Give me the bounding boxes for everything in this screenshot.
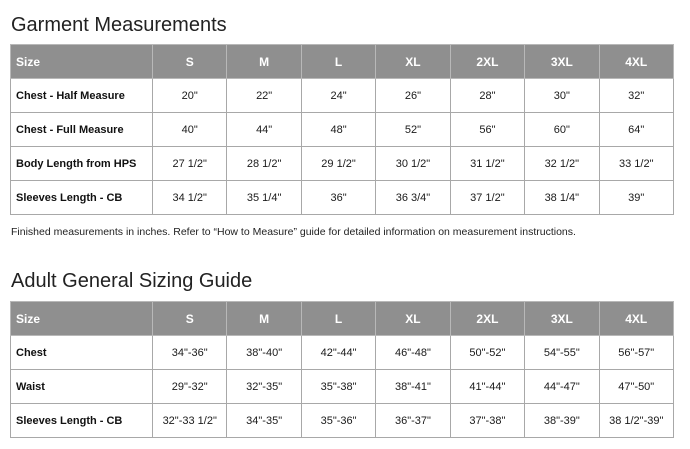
column-header-2xl: 2XL [450,302,524,336]
table-cell: 36" [301,181,375,215]
table-cell: 32"-33 1/2" [153,404,227,438]
table-cell: 52" [376,113,450,147]
row-label: Chest - Half Measure [11,79,153,113]
table-header-row [11,45,674,79]
table-cell: 34"-35" [227,404,301,438]
table-cell: 32" [599,79,673,113]
column-header-size: Size [11,45,153,79]
table-cell: 42"-44" [301,336,375,370]
table-cell: 37 1/2" [450,181,524,215]
table-cell: 33 1/2" [599,147,673,181]
row-label: Body Length from HPS [11,147,153,181]
column-header-3xl: 3XL [525,45,599,79]
column-header-3xl: 3XL [525,302,599,336]
table-cell: 46"-48" [376,336,450,370]
table-cell: 56"-57" [599,336,673,370]
table-cell: 54"-55" [525,336,599,370]
table-cell: 32"-35" [227,370,301,404]
table-row [11,336,674,370]
table-cell: 44"-47" [525,370,599,404]
table-cell: 38"-39" [525,404,599,438]
measurement-note: Finished measurements in inches. Refer to “How to Measure” guide for detailed information on measurement instructions. [11,226,576,238]
table-cell: 35"-36" [301,404,375,438]
row-label: Sleeves Length - CB [11,404,153,438]
garment-measurements-table [10,44,674,215]
table-cell: 41"-44" [450,370,524,404]
table-cell: 50"-52" [450,336,524,370]
column-header-s: S [153,45,227,79]
table-cell: 35 1/4" [227,181,301,215]
column-header-size: Size [11,302,153,336]
table-cell: 26" [376,79,450,113]
table-cell: 31 1/2" [450,147,524,181]
table-cell: 27 1/2" [153,147,227,181]
column-header-s: S [153,302,227,336]
row-label: Sleeves Length - CB [11,181,153,215]
table-row [11,113,674,147]
table-cell: 35"-38" [301,370,375,404]
table-cell: 56" [450,113,524,147]
table-cell: 64" [599,113,673,147]
table-cell: 28" [450,79,524,113]
table-cell: 44" [227,113,301,147]
table-cell: 38"-40" [227,336,301,370]
table-cell: 36 3/4" [376,181,450,215]
table-cell: 30" [525,79,599,113]
table-row [11,147,674,181]
row-label: Chest [11,336,153,370]
column-header-l: L [301,302,375,336]
row-label: Waist [11,370,153,404]
table-row [11,181,674,215]
column-header-4xl: 4XL [599,302,673,336]
column-header-2xl: 2XL [450,45,524,79]
table-cell: 38 1/2"-39" [599,404,673,438]
table-cell: 36"-37" [376,404,450,438]
table-cell: 40" [153,113,227,147]
adult-sizing-guide-title: Adult General Sizing Guide [11,270,253,292]
table-cell: 47"-50" [599,370,673,404]
column-header-xl: XL [376,302,450,336]
table-header-row [11,302,674,336]
table-cell: 38 1/4" [525,181,599,215]
table-row [11,79,674,113]
column-header-m: M [227,302,301,336]
table-cell: 30 1/2" [376,147,450,181]
table-cell: 20" [153,79,227,113]
table-cell: 29 1/2" [301,147,375,181]
table-cell: 24" [301,79,375,113]
table-cell: 38"-41" [376,370,450,404]
table-cell: 34 1/2" [153,181,227,215]
column-header-4xl: 4XL [599,45,673,79]
table-cell: 39" [599,181,673,215]
table-cell: 29"-32" [153,370,227,404]
table-cell: 48" [301,113,375,147]
table-cell: 34"-36" [153,336,227,370]
column-header-m: M [227,45,301,79]
garment-measurements-title: Garment Measurements [11,14,227,36]
table-cell: 37"-38" [450,404,524,438]
table-cell: 32 1/2" [525,147,599,181]
row-label: Chest - Full Measure [11,113,153,147]
table-cell: 60" [525,113,599,147]
column-header-l: L [301,45,375,79]
table-cell: 28 1/2" [227,147,301,181]
table-row [11,370,674,404]
table-cell: 22" [227,79,301,113]
table-row [11,404,674,438]
column-header-xl: XL [376,45,450,79]
adult-sizing-guide-table [10,301,674,438]
